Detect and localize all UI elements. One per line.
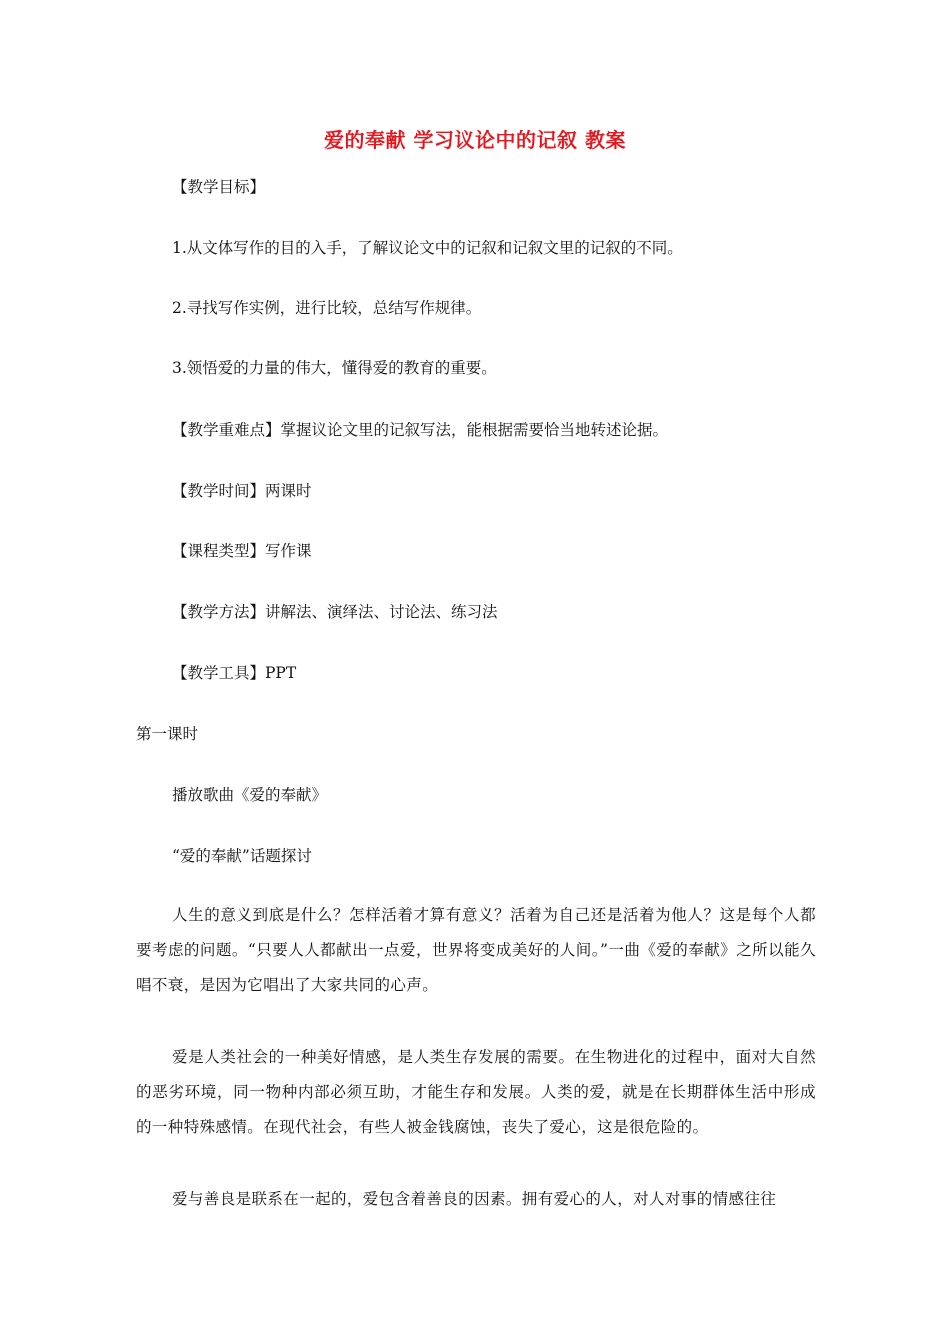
teaching-time-line: 【教学时间】两课时 xyxy=(172,482,312,500)
teaching-methods-line: 【教学方法】讲解法、演绎法、讨论法、练习法 xyxy=(172,603,498,621)
course-type-line: 【课程类型】写作课 xyxy=(172,542,312,560)
topic-discussion-line: “爱的奉献”话题探讨 xyxy=(172,847,312,865)
teaching-tools-line: 【教学工具】PPT xyxy=(172,664,297,682)
teaching-goals-heading: 【教学目标】 xyxy=(172,178,266,196)
document-title: 爱的奉献 学习议论中的记叙 教案 xyxy=(324,128,626,152)
teaching-goal-3: 3.领悟爱的力量的伟大，懂得爱的教育的重要。 xyxy=(172,359,497,377)
teaching-goal-2: 2.寻找写作实例，进行比较，总结写作规律。 xyxy=(172,299,482,317)
lesson-one-heading: 第一课时 xyxy=(136,725,199,743)
body-paragraph: 人生的意义到底是什么？怎样活着才算有意义？活着为自己还是活着为他人？这是每个人都要考虑的问题。“只要人人都献出一点爱，世界将变成美好的人间。”一曲《爱的奉献》之所以能久唱不衰，是因为它唱出了大家共同的心声。 xyxy=(136,906,816,994)
body-paragraph: 爱与善良是联系在一起的，爱包含着善良的因素。拥有爱心的人，对人对事的情感往往 xyxy=(172,1190,777,1208)
teaching-goal-1: 1.从文体写作的目的入手，了解议论文中的记叙和记叙文里的记叙的不同。 xyxy=(172,239,683,257)
play-song-line: 播放歌曲《爱的奉献》 xyxy=(172,786,328,804)
body-paragraph: 爱是人类社会的一种美好情感，是人类生存发展的需要。在生物进化的过程中，面对大自然的恶劣环境，同一物种内部必须互助，才能生存和发展。人类的爱，就是在长期群体生活中形成的一种特殊感情。在现代社会，有些人被金钱腐蚀，丧失了爱心，这是很危险的。 xyxy=(136,1048,816,1136)
key-points-line: 【教学重难点】掌握议论文里的记叙写法，能根据需要恰当地转述论据。 xyxy=(172,421,669,439)
